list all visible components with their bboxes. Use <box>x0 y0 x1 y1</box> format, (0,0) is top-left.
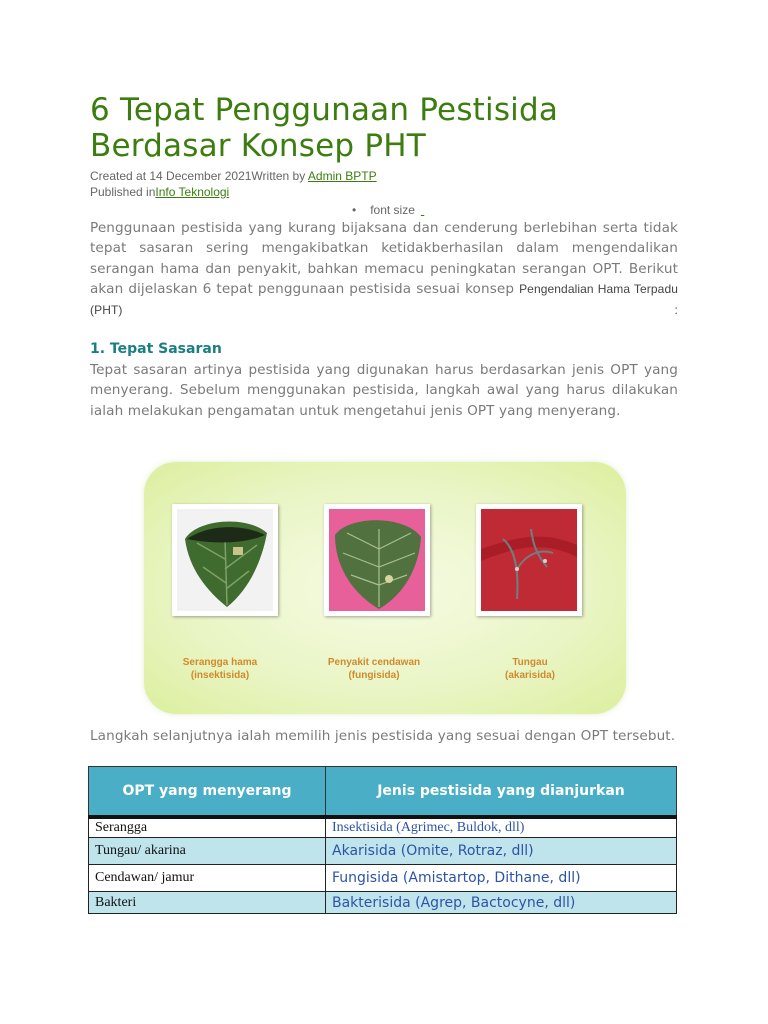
table-row <box>89 817 677 838</box>
insect-pest-photo <box>172 504 278 616</box>
font-size-toggle[interactable] <box>421 203 424 217</box>
opt-cell: Serangga <box>89 817 326 838</box>
section1-paragraph: Tepat sasaran artinya pestisida yang digunakan harus berdasarkan jenis OPT yang menyerang. Sebelum menggunakan pestisida, langkah awal yang harus dilakukan ialah melakukan pengamatan untuk mengetahui jenis OPT yang menyerang. <box>90 362 678 419</box>
opt-cell: Cendawan/ jamur <box>89 865 326 892</box>
table-row <box>89 865 677 892</box>
opt-figure <box>144 462 626 714</box>
pesticide-table <box>88 766 677 914</box>
pesticide-cell: Bakterisida (Agrep, Bactocyne, dll) <box>326 892 677 914</box>
article <box>90 92 678 421</box>
pesticide-cell: Insektisida (Agrimec, Buldok, dll) <box>326 817 677 838</box>
intro-pht: Pengendalian Hama Terpadu (PHT) : <box>90 282 678 317</box>
opt-cell: Tungau/ akarina <box>89 838 326 865</box>
article-meta <box>90 168 678 200</box>
bullet-icon: • <box>352 203 357 217</box>
font-size-label: font size <box>370 203 415 217</box>
table-row <box>89 892 677 914</box>
font-size-control[interactable] <box>352 202 678 218</box>
column-header-pesticide: Jenis pestisida yang dianjurkan <box>326 767 677 818</box>
pesticide-cell: Fungisida (Amistartop, Dithane, dll) <box>326 865 677 892</box>
intro-paragraph <box>90 218 678 320</box>
page-title: 6 Tepat Penggunaan Pestisida Berdasar Konsep PHT <box>90 92 559 164</box>
pesticide-cell: Akarisida (Omite, Rotraz, dll) <box>326 838 677 865</box>
section1-continuation <box>90 726 678 746</box>
figure-caption-insect: Serangga hama (insektisida) <box>182 657 258 681</box>
table-row <box>89 838 677 865</box>
section-heading-tepat-sasaran: 1. Tepat Sasaran <box>90 341 222 358</box>
fungal-disease-photo <box>324 504 430 616</box>
opt-cell: Bakteri <box>89 892 326 914</box>
column-header-opt: OPT yang menyerang <box>89 767 326 818</box>
intro-text: Penggunaan pestisida yang kurang bijaksana dan cenderung berlebihan serta tidak tepat sasaran sering mengakibatkan ketidakberhasilan dalam mengendalikan serangan hama dan penyakit, bahkan memacu peningkatan serangan OPT. Berikut akan dijelaskan 6 tepat penggunaan pestisida sesuai konsep <box>90 220 678 298</box>
category-link[interactable]: Info Teknologi <box>155 185 230 199</box>
created-date: Created at 14 December 2021Written by <box>90 169 308 183</box>
author-link[interactable]: Admin BPTP <box>307 169 377 183</box>
mite-pest-photo <box>476 504 582 616</box>
figure-caption-fungus: Penyakit cendawan (fungisida) <box>327 657 421 681</box>
section1-paragraph-2: Langkah selanjutnya ialah memilih jenis pestisida yang sesuai dengan OPT tersebut. <box>90 728 676 744</box>
figure-caption-mite: Tungau (akarisida) <box>504 657 556 681</box>
table-header-row <box>89 767 677 818</box>
published-label: Published in <box>90 185 156 199</box>
